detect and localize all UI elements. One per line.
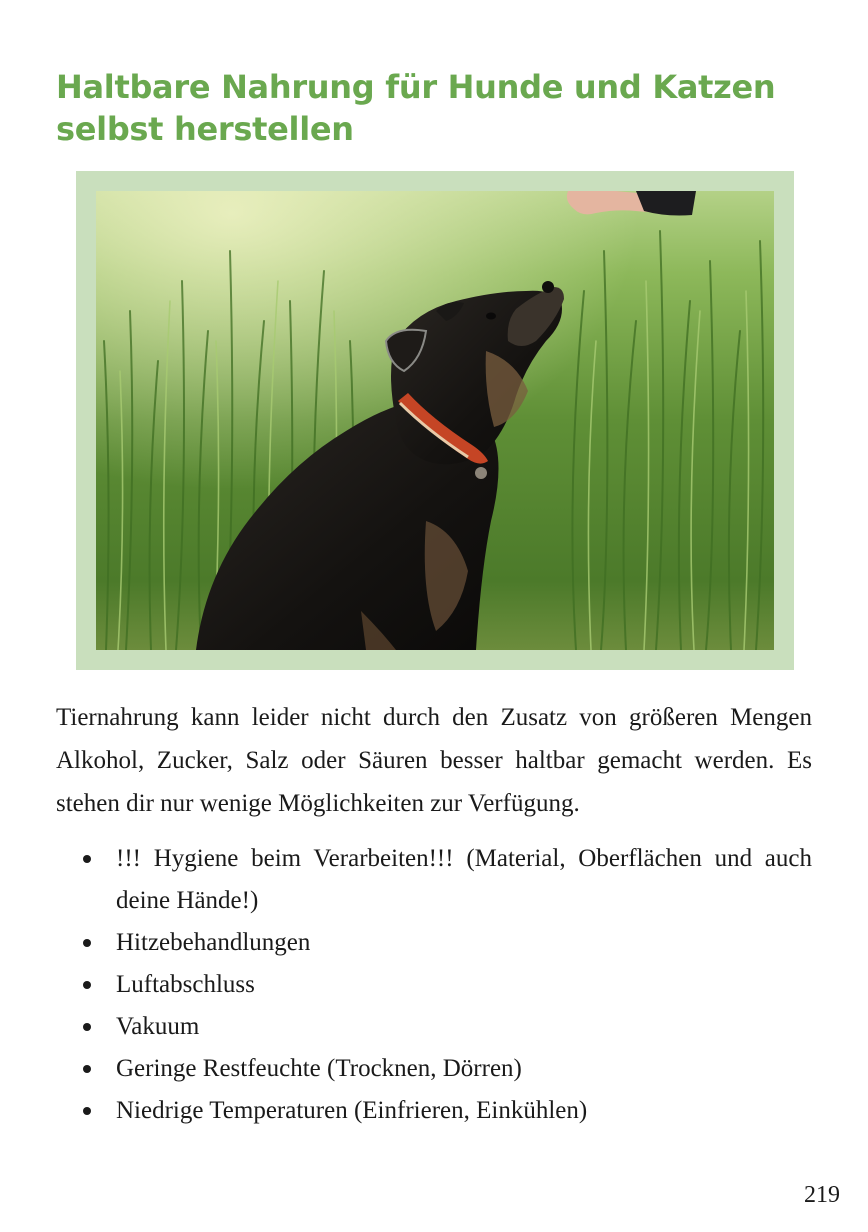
photo-frame: [76, 171, 794, 670]
list-item: Luftabschluss: [80, 964, 812, 1006]
list-item: Niedrige Temperaturen (Einfrieren, Einkühlen): [80, 1090, 812, 1132]
page-number: 219: [804, 1182, 840, 1208]
preservation-methods-list: [80, 838, 812, 1132]
bullet-icon: [83, 855, 91, 863]
intro-paragraph: Tiernahrung kann leider nicht durch den Zusatz von größeren Mengen Alkohol, Zucker, Salz oder Säuren besser haltbar gemacht werden. Es stehen dir nur wenige Möglichkeiten zur Verfügung.: [56, 704, 812, 817]
bullet-icon: [83, 1065, 91, 1073]
page-title: Haltbare Nahrung für Hunde und Katzen selbst herstellen: [56, 68, 776, 148]
dog-in-grass-illustration: [96, 191, 774, 650]
list-item: Vakuum: [80, 1006, 812, 1048]
dog-photo: [96, 191, 774, 650]
bullet-icon: [83, 939, 91, 947]
list-item: Hitzebehandlungen: [80, 922, 812, 964]
list-item: Geringe Restfeuchte (Trocknen, Dörren): [80, 1048, 812, 1090]
bullet-icon: [83, 1107, 91, 1115]
bullet-icon: [83, 1023, 91, 1031]
list-item: !!! Hygiene beim Verarbeiten!!! (Material, Oberflächen und auch deine Hände!): [80, 838, 812, 922]
bullet-icon: [83, 981, 91, 989]
